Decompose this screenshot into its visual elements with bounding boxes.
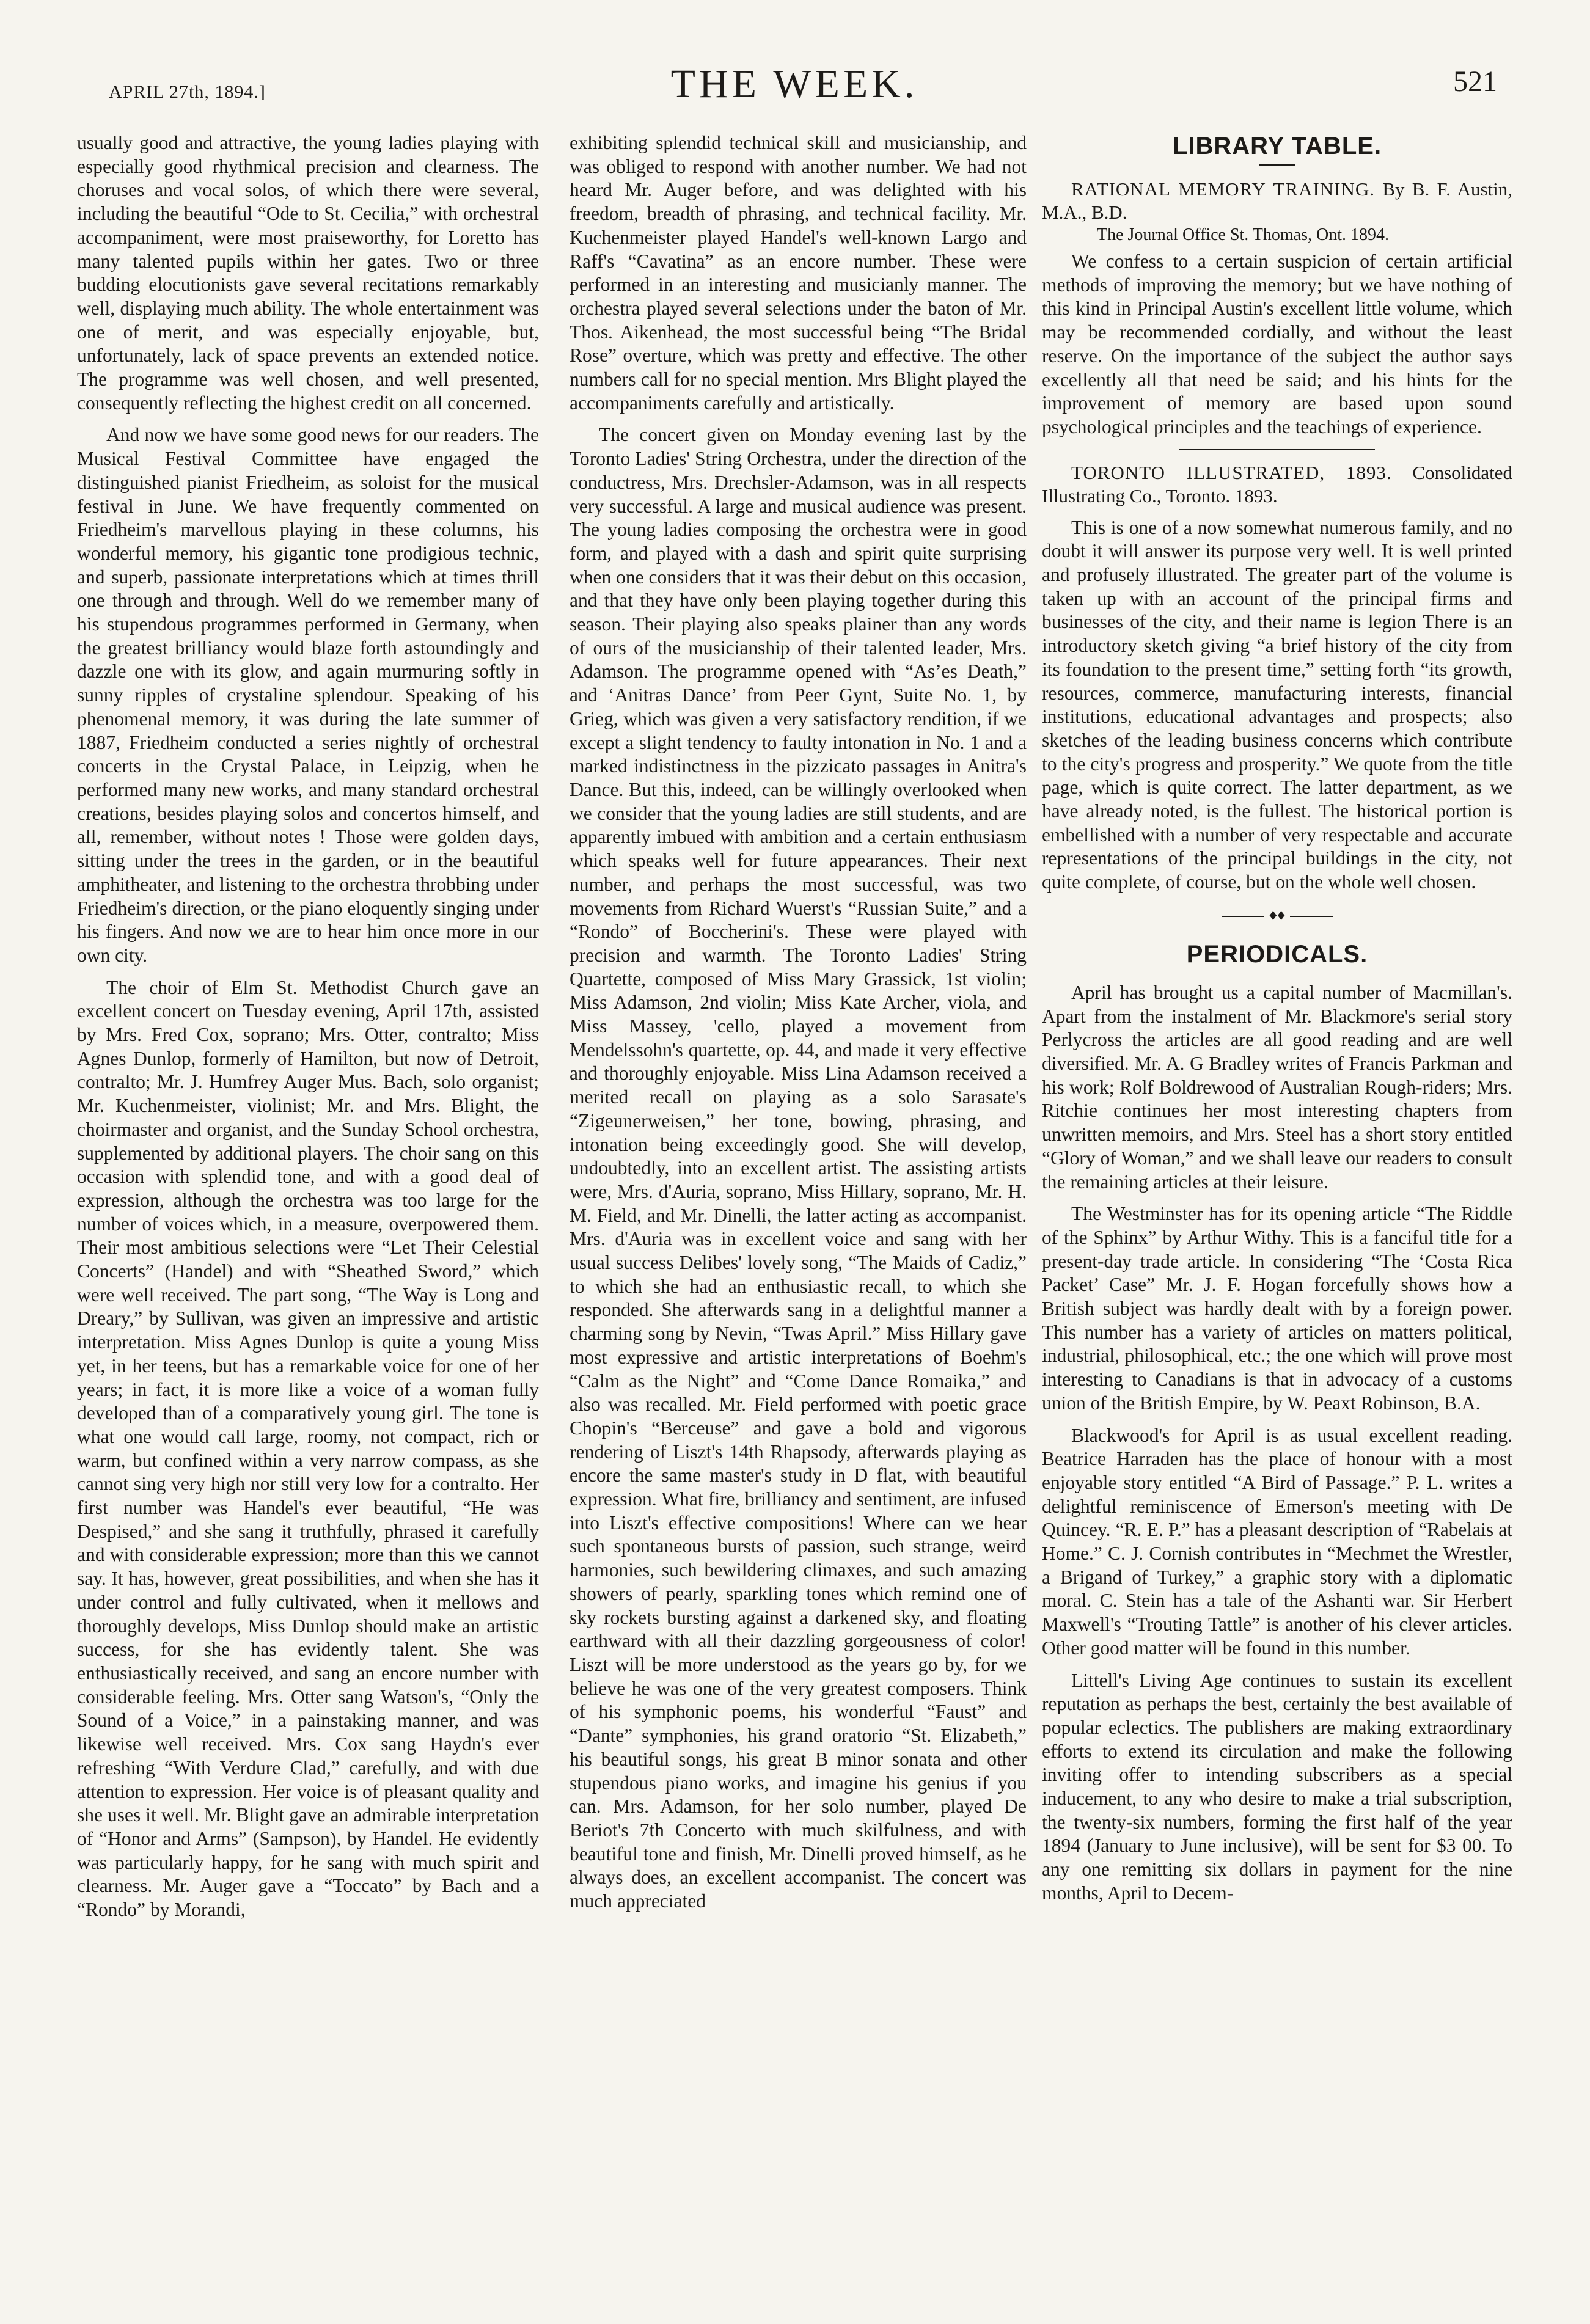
column-middle	[570, 131, 1027, 2297]
periodical-paragraph: Littell's Living Age continues to sustain its excellent reputation as perhaps the best, certainly the best available of popular eclectics. The publishers are making extraordinary efforts to extend its circulation and make the following inviting offer to intending subscribers as a special inducement, to any who desire to make a trial subscription, the twenty-six numbers, forming the first half of the year 1894 (January to June inclusive), will be sent for $3 00. To any one remitting six dollars in payment for the nine months, April to Decem-	[1042, 1669, 1512, 1904]
article-paragraph: And now we have some good news for our readers. The Musical Festival Committee have engaged the distinguished pianist Friedheim, as soloist for the musical festival in June. We have frequently commented on Friedheim's marvellous playing in these columns, his wonderful memory, his gigantic tone prodigious technic, and superb, passionate interpretations which at times thrill one through and through. Well do we remember many of his stupendous programmes performed in Germany, when the greatest brilliancy would blaze forth astoundingly and dazzle one with its glow, and again murmuring softly in sunny ripples of crystaline splendour. Speaking of his phenomenal memory, it was during the late summer of 1887, Friedheim conducted a series nightly of orchestral concerts in the Crystal Palace, in Leipzig, when he performed many new works, and many standard orchestral creations, besides playing solos and concertos himself, and all, remember, without notes ! Those were golden days, sitting under the trees in the garden, or in the beautiful amphitheater, and listening to the orchestra throbbing under Friedheim's direction, or the piano eloquently singing under his fingers. And now we are to hear him once more in our own city.	[77, 424, 539, 966]
ornament-rule	[1290, 916, 1333, 917]
book-publisher-inline: Consolidated Illustrating Co., Toronto. 1893.	[1042, 461, 1513, 506]
page-number: 521	[1453, 65, 1497, 98]
masthead-title: THE WEEK.	[670, 62, 918, 106]
ornament-glyph: ♦♦	[1269, 905, 1286, 924]
book-review: We confess to a certain suspicion of certain artificial methods of improving the memory; but we have nothing of this kind in Principal Austin's excellent little volume, which may be recommended cordially, and without the least reserve. On the importance of the subject the author says excellently all that need be said; and his hints for the improvement of memory are based upon sound psychological principles and the teachings of experience.	[1042, 250, 1512, 437]
book-title: TORONTO ILLUSTRATED, 1893.	[1071, 461, 1392, 483]
periodical-paragraph: April has brought us a capital number of Macmillan's. Apart from the instalment of Mr. Blackmore's serial story Perlycross the articles are all good reading and are well diversified. Mr. A. G Bradley writes of Francis Parkman and his work; Rolf Boldrewood of Australian Rough-riders; Mrs. Ritchie continues her most interesting chapters from unwritten memoirs, and Mrs. Steel has a short story entitled “Glory of Woman,” and we shall leave our readers to consult the remaining articles at their leisure.	[1042, 981, 1512, 1193]
page-header	[92, 61, 1497, 128]
issue-date: APRIL 27th, 1894.]	[109, 82, 266, 102]
periodical-paragraph: Blackwood's for April is as usual excellent reading. Beatrice Harraden has the place of honour with a most enjoyable story entitled “A Bird of Passage.” P. L. writes a delightful reminiscence of Emerson's meeting with De Quincey. “R. E. P.” has a pleasant description of “Rabelais at Home.” C. J. Cornish contributes in “Mechmet the Wrestler, a Brigand of Turkey,” a graphic story with a diplomatic moral. C. Stein has a tale of the Ashanti war. Sir Herbert Maxwell's “Trouting Tattle” is another of his clever articles. Other good matter will be found in this number.	[1042, 1424, 1512, 1659]
periodical-paragraph: The Westminster has for its opening article “The Riddle of the Sphinx” by Arthur Withy. This is a fanciful title for a present-day trade article. In considering “The ‘Costa Rica Packet’ Case” Mr. J. F. Hogan forcefully shows how a British subject was hardly dealt with by a foreign power. This number has a variety of articles on matters political, industrial, philosophical, etc.; the one which will prove most interesting to Canadians is that in advocacy of a customs union of the British Empire, by W. Peaxt Robinson, B.A.	[1042, 1203, 1512, 1414]
article-paragraph: usually good and attractive, the young ladies playing with especially good rhythmical precision and clearness. The choruses and vocal solos, of which there were several, including the beautiful “Ode to St. Cecilia,” with orchestral accompaniment, were most praiseworthy, for Loretto has many talented pupils within her gates. Two or three budding elocutionists gave several recitations remarkably well, displaying much ability. The whole entertainment was one of merit, and was especially enjoyable, but, unfortunately, lack of space prevents an extended notice. The programme was well chosen, and well presented, consequently reflecting the highest credit on all concerned.	[77, 132, 539, 414]
heading-rule	[1259, 164, 1295, 166]
article-paragraph: exhibiting splendid technical skill and musicianship, and was obliged to respond with another number. We had not heard Mr. Auger before, and was delighted with his freedom, breadth of phrasing, and technical facility. Mr. Kuchenmeister played Handel's well-known Largo and Raff's “Cavatina” as an encore number. These were performed in an interesting and musicianly manner. The orchestra played several selections under the baton of Mr. Thos. Aikenhead, the most successful being “The Bridal Rose” overture, which was pretty and effective. The other numbers call for no special mention. Mrs Blight played the accompaniments carefully and artistically.	[570, 132, 1027, 414]
column-right	[1042, 131, 1512, 2297]
book-byline: By B. F. Austin, M.A., B.D.	[1042, 178, 1512, 223]
ornament-divider	[1042, 903, 1512, 927]
article-paragraph: The choir of Elm St. Methodist Church gave an excellent concert on Tuesday evening, April 17th, assisted by Mrs. Fred Cox, soprano; Mrs. Otter, contralto; Miss Agnes Dunlop, formerly of Hamilton, but now of Detroit, contralto; Mr. J. Humfrey Auger Mus. Bach, solo organist; Mr. Kuchenmeister, violinist; Mr. and Mrs. Blight, the choirmaster and organist, and the Sunday School orchestra, supplemented by additional players. The choir sang on this occasion with splendid tone, and with a good deal of expression, although the orchestra was too large for the number of voices which, in a measure, overpowered them. Their most ambitious selections were “Let Their Celestial Concerts” (Handel) and with “Sheathed Sword,” which were well received. The part song, “The Way is Long and Dreary,” by Sullivan, was given an impressive and artistic interpretation. Miss Agnes Dunlop is quite a young Miss yet, in her teens, but has a remarkable voice for one of her years; in fact, it is more like a voice of a woman fully developed than of a comparatively young girl. The tone is what one would call large, roomy, not compact, rich or warm, but confined within a very narrow compass, as she cannot sing very high nor still very low for a contralto. Her first number was Handel's ever beautiful, “He was Despised,” and she sang it truthfully, phrased it carefully and with considerable expression; more than this we cannot say. It has, however, great possibilities, and when she has it under control and fully cultivated, when it mellows and thoroughly develops, Miss Dunlop should make an artistic success, for she has evidently talent. She was enthusiastically received, and sang an encore number with considerable feeling. Mrs. Otter sang Watson's, “Only the Sound of a Voice,” in a painstaking manner, and was likewise well received. Mrs. Cox sang Haydn's ever refreshing “With Verdure Clad,” carefully, and with due attention to expression. Her voice is of pleasant quality and she uses it well. Mr. Blight gave an admirable interpretation of “Honor and Arms” (Sampson), by Handel. He evidently was particularly happy, for he sang with much spirit and clearness. Mr. Auger gave a “Toccato” by Bach and a “Rondo” by Morandi,	[77, 976, 539, 1921]
book-title-line	[1042, 178, 1512, 224]
book-publisher: The Journal Office St. Thomas, Ont. 1894.	[1097, 225, 1390, 244]
column-left	[77, 131, 539, 2297]
library-table-heading: LIBRARY TABLE.	[1172, 133, 1382, 159]
divider-rule	[1179, 449, 1375, 450]
book-title: RATIONAL MEMORY TRAINING.	[1071, 178, 1376, 200]
ornament-rule	[1222, 916, 1264, 917]
article-paragraph: The concert given on Monday evening last by the Toronto Ladies' String Orchestra, under the direction of the conductress, Mrs. Drechsler-Adamson, was in all respects very successful. A large and musical audience was present. The young ladies composing the orchestra were in good form, and played with a dash and spirit quite surprising when one considers that it was their debut on this occasion, and that they have only been playing together during this season. Their playing also speaks plainer than any words of ours of the musicianship of their talented leader, Mrs. Adamson. The programme opened with “As’es Death,” and ‘Anitras Dance’ from Peer Gynt, Suite No. 1, by Grieg, which was given a very satisfactory rendition, if we except a slight tendency to faulty intonation in No. 1 and a marked indistinctness in the pizzicato passages in Anitra's Dance. But this, indeed, can be willingly overlooked when we consider that the young ladies are still students, and are apparently imbued with ambition and a certain enthusiasm which speaks well for future appearances. Their next number, and perhaps the most successful, was two movements from Richard Wuerst's “Russian Suite,” and a “Rondo” of Boccherini's. These were played with precision and warmth. The Toronto Ladies' String Quartette, composed of Miss Mary Grassick, 1st violin; Miss Adamson, 2nd violin; Miss Kate Archer, viola, and Miss Massey, 'cello, played a movement from Mendelssohn's quartette, op. 44, and made it very effective and thoroughly enjoyable. Miss Lina Adamson received a merited recall on playing as a solo Sarasate's “Zigeunerweisen,” her tone, bowing, phrasing, and intonation being exceedingly good. She will develop, undoubtedly, into an excellent artist. The assisting artists were, Mrs. d'Auria, soprano, Miss Hillary, soprano, Mr. H. M. Field, and Mr. Dinelli, the latter acting as accompanist. Mrs. d'Auria was in excellent voice and sang with her usual success Delibes' lovely song, “The Maids of Cadiz,” to which she had an enthusiastic recall, to which she responded. She afterwards sang in a delightful manner a charming song by Nevin, “Twas April.” Miss Hillary gave most expressive and artistic interpretations of Boehm's “Calm as the Night” and “Come Dance Romaika,” and also was recalled. Mr. Field performed with poetic grace Chopin's “Berceuse” and gave a bold and vigorous rendering of Liszt's 14th Rhapsody, afterwards playing as encore the same master's study in D flat, with beautiful expression. What fire, brilliancy and sentiment, are infused into Liszt's effective compositions! Where can we hear such spontaneous bursts of passion, such strange, weird harmonies, such bewildering climaxes, and such amazing showers of pearly, sparkling tones which remind one of sky rockets bursting against a darkened sky, and floating earthward with all their dazzling gorgeousness of color! Liszt will be more understood as the years go by, for we believe he was one of the very greatest composers. Think of his symphonic poems, his wonderful “Faust” and “Dante” symphonies, his grand oratorio “St. Elizabeth,” his beautiful songs, his great B minor sonata and other stupendous piano works, and imagine his genius if you can. Mrs. Adamson, for her solo number, played De Beriot's 7th Concerto with much skilfulness, and with beautiful tone and finish, Mr. Dinelli proved himself, as he always does, an excellent accompanist. The concert was much appreciated	[570, 424, 1027, 1912]
book-title-line	[1042, 461, 1512, 508]
periodicals-heading: PERIODICALS.	[1186, 940, 1368, 968]
book-review: This is one of a now somewhat numerous family, and no doubt it will answer its purpose very well. It is well printed and profusely illustrated. The greater part of the volume is taken up with an account of the principal firms and businesses of the city, and their name is legion There is an introductory sketch giving “a brief history of the city from its foundation to the present time,” setting forth “its growth, resources, commerce, manufacturing interests, financial institutions, educational advantages and prospects; also sketches of the leading business concerns which contribute to the city's progress and prosperity.” We quote from the title page, which is quite correct. The latter department, as we have already noted, is the fullest. The historical portion is embellished with a number of very respectable and accurate representations of the principal buildings in the city, not quite complete, of course, but on the whole well chosen.	[1042, 516, 1512, 893]
